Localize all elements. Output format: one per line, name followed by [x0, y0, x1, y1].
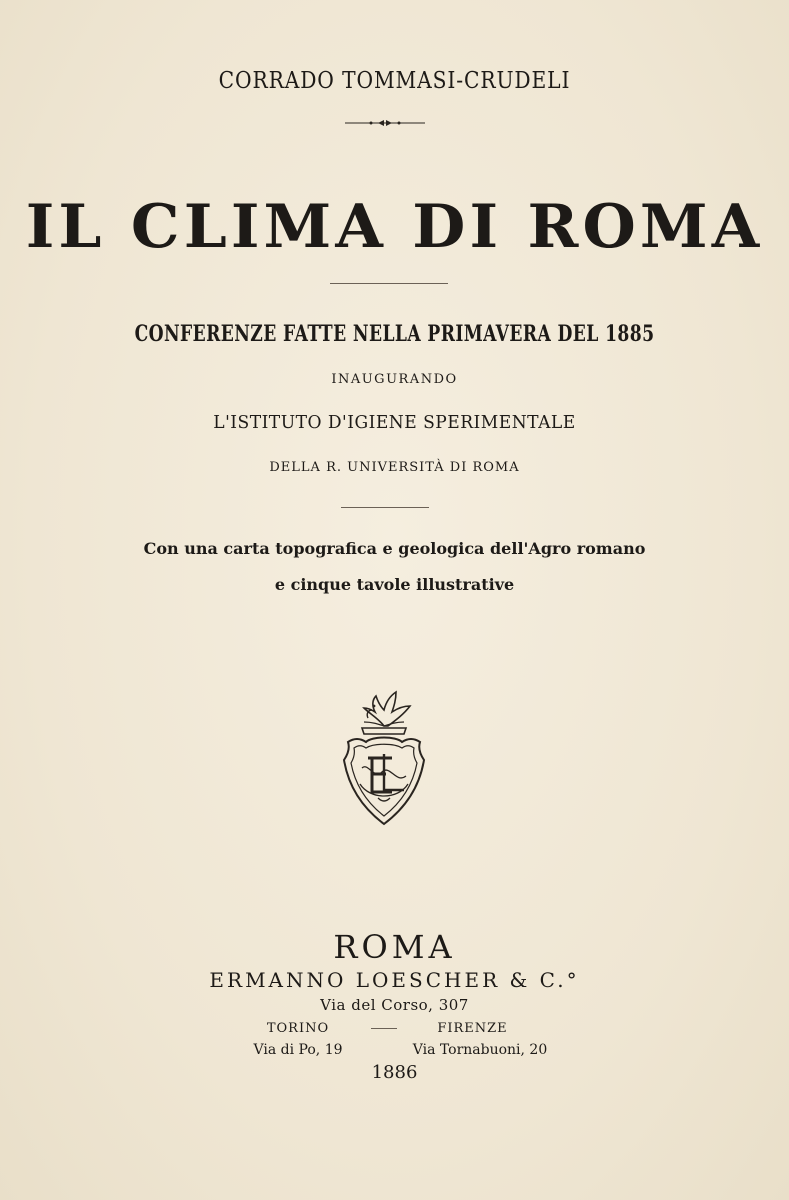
institute-name: L'ISTITUTO D'IGIENE SPERIMENTALE: [213, 412, 576, 433]
branch-city-firenze: FIRENZE: [437, 1021, 508, 1036]
publication-year: 1886: [371, 1062, 418, 1083]
publisher-crest-icon: [338, 688, 430, 830]
map-note: Con una carta topografica e geologica dell'Agro romano: [143, 539, 646, 558]
inaugurando-text: INAUGURANDO: [331, 372, 458, 387]
publisher-address: Via del Corso, 307: [320, 996, 469, 1014]
branch-city-torino: TORINO: [266, 1021, 330, 1036]
imprint-city: ROMA: [333, 928, 456, 966]
author-name: CORRADO TOMMASI-CRUDELI: [218, 68, 571, 94]
branch-address-torino: Via di Po, 19: [253, 1042, 343, 1058]
university-name: DELLA R. UNIVERSITÀ DI ROMA: [269, 460, 520, 475]
subtitle: CONFERENZE FATTE NELLA PRIMAVERA DEL 1885: [134, 321, 655, 347]
plates-note: e cinque tavole illustrative: [274, 575, 515, 594]
ornament-divider-icon: [340, 117, 430, 129]
branch-dash: [371, 1028, 397, 1029]
publisher-name: ERMANNO LOESCHER & C.°: [209, 968, 580, 992]
book-title: IL CLIMA DI ROMA: [25, 192, 764, 262]
section-rule: [341, 507, 429, 508]
branch-address-firenze: Via Tornabuoni, 20: [412, 1042, 548, 1058]
title-rule: [330, 283, 448, 284]
